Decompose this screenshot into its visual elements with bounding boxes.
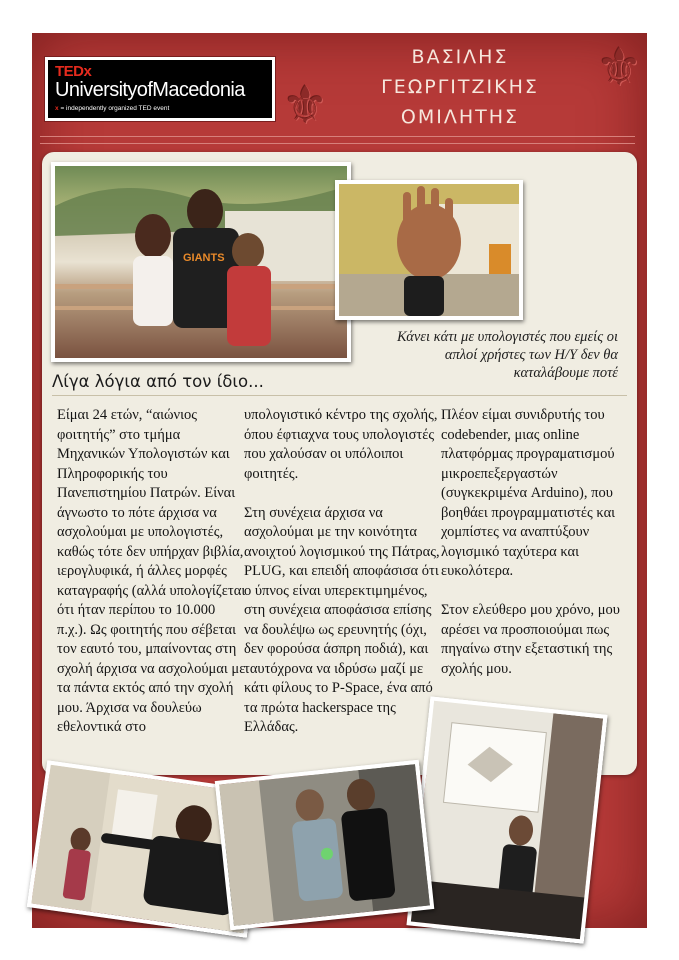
- subtitle-rule: [52, 395, 627, 396]
- presentation-photo: [406, 696, 607, 943]
- tedx-logo: [45, 57, 275, 121]
- hand-photo: [335, 180, 523, 320]
- demo-photo: [215, 760, 435, 931]
- tedx-wordmark: TEDx: [55, 63, 92, 80]
- logo-tagline: x = independently organized TED event: [55, 105, 170, 112]
- speaker-role: ΟΜΙΛΗΤΗΣ: [400, 106, 520, 128]
- text-column-1: Είμαι 24 ετών, “αιώνιος φοιτητής” στο τμήμα Μηχανικών Υπολογιστών και Πληροφορικής του Πανεπιστημίου Πατρών. Είναι άγνωστο το πότε άρχισα να ασχολούμαι με υπολογιστές, καθώς τότε δεν υπήρχαν βιβλία, ιερογλυφικά, ή άλλες μορφές καταγραφής (αλλά υπολογίζεται ότι ήταν περίπου το 10.000 π.χ.). Ως φοιτητής που σέβεται τον εαυτό του, μπαίνοντας στη σχολή άρχισα να ασχολούμαι με τα πάντα εκτός από την σχολή μου. Άρχισα να δουλεύω εθελοντικά στο: [57, 407, 246, 735]
- section-subtitle: Λίγα λόγια από τον ίδιο...: [52, 372, 264, 391]
- fleur-de-lis-icon: ⚜: [596, 38, 643, 98]
- group-photo: [51, 162, 351, 362]
- divider-line: [40, 136, 635, 137]
- text-column-3: Πλέον είμαι συνιδρυτής του codebender, μιας online πλατφόρμας προγραματισμού μικροεπεξεργαστών (συγκεκριμένα Arduino), που βοηθάει προγραμματιστές και χομπίστες να αναπτύξουν λογισμικό ταχύτερα και ευκολότερα. Στον ελεύθερο μου χρόνο, μου αρέσει να προσποιούμαι πως πηγαίνω στην εξεταστική της σχολής μου.: [441, 407, 620, 677]
- text-column-2: υπολογιστικό κέντρο της σχολής, όπου έφτιαχνα τους υπολογιστές που χαλούσαν οι υπόλοιποι φοιτητές. Στη συνέχεια άρχισα να ασχολούμαι με την κοινότητα ανοιχτού λογισμικού της Πάτρας, PLUG, και επειδή αποφάσισα ότι ο ύπνος είναι υπερεκτιμημένος, στη συνέχεια αποφάσισα επίσης να δουλέψω ως ερευνητής (όχι, δεν φορούσα άσπρη ποδιά), και ταυτόχρονα να ιδρύσω μαζί με κάτι φίλους το P-Space, ένα από τα πρώτα hackerspace της Ελλάδας.: [244, 407, 440, 735]
- giants-shirt-text: GIANTS: [183, 252, 225, 264]
- speaker-last-name: ΓΕΩΡΓΙΤΖΙΚΗΣ: [381, 76, 539, 98]
- speaker-heading: [350, 42, 570, 132]
- university-name: UniversityofMacedonia: [55, 79, 245, 101]
- photo-caption: Κάνει κάτι με υπολογιστές που εμείς οι απλοί χρήστες των Η/Υ δεν θα καταλάβουμε ποτέ: [396, 329, 618, 381]
- speaker-first-name: ΒΑΣΙΛΗΣ: [411, 46, 509, 68]
- divider-line: [40, 143, 635, 144]
- fleur-de-lis-icon: ⚜: [282, 76, 329, 136]
